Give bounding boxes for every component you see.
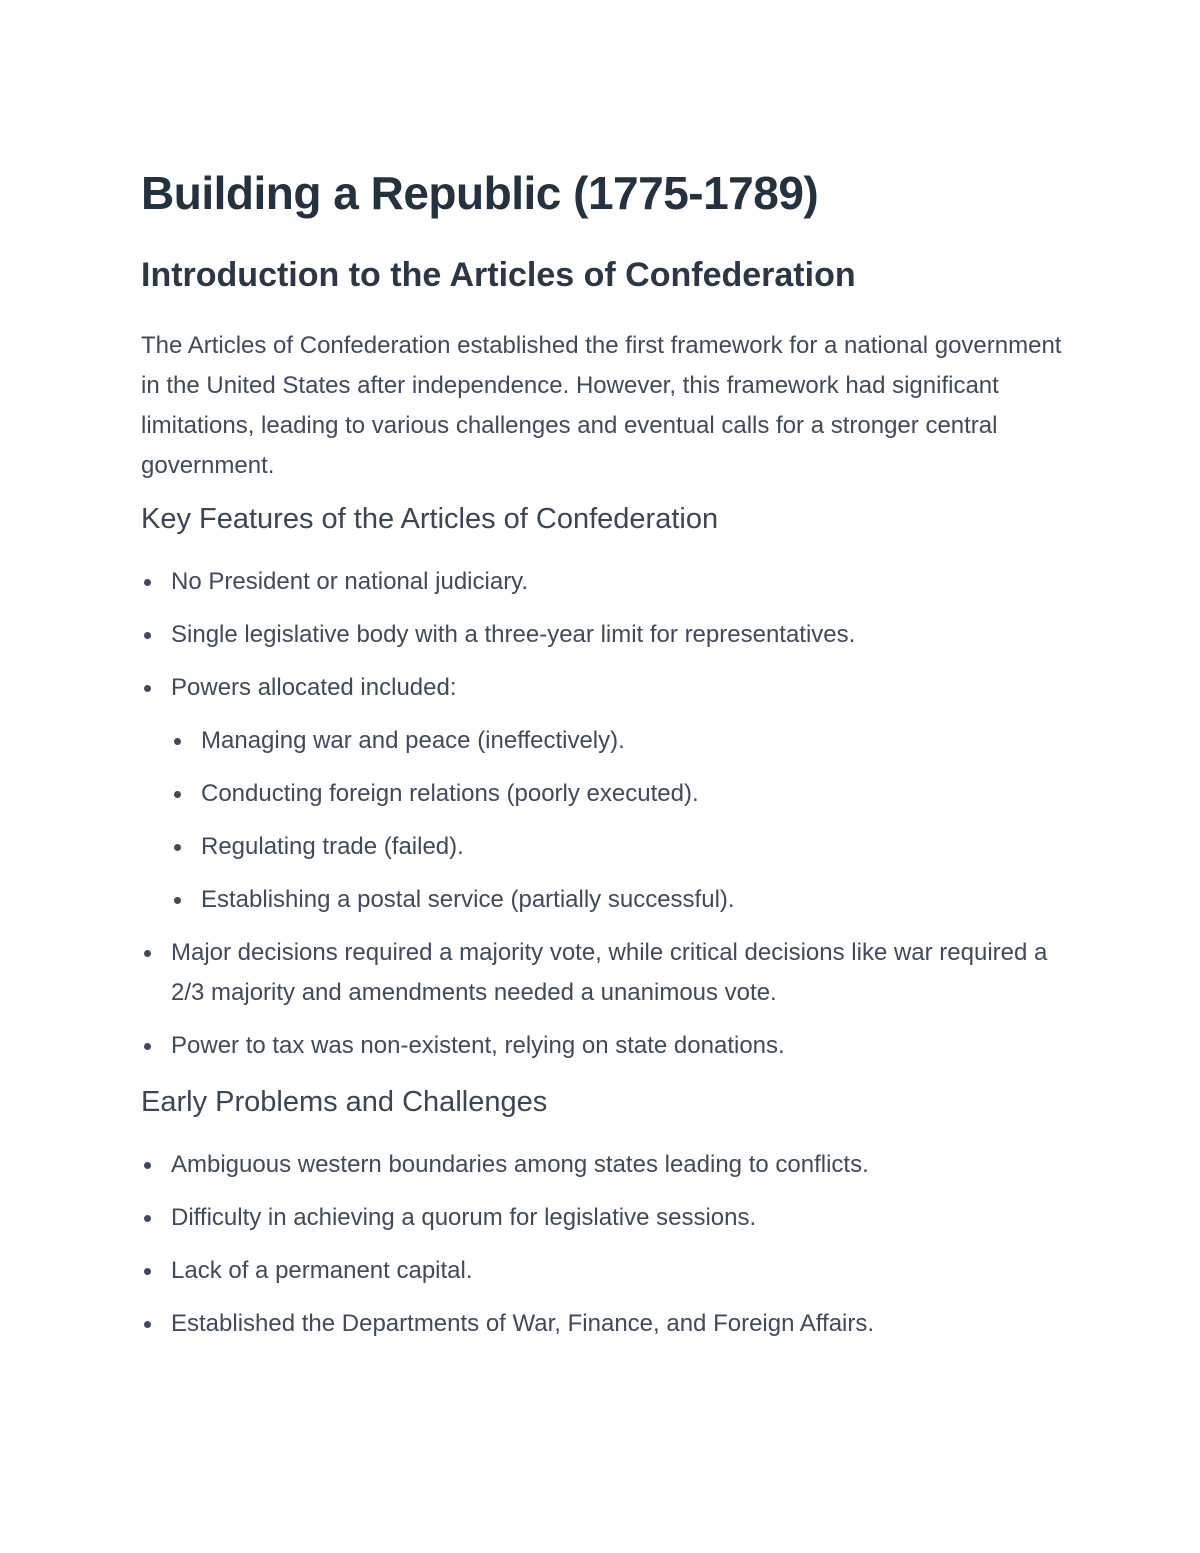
list-item-text: Single legislative body with a three-year limit for representatives. <box>171 621 856 648</box>
sub-list-item <box>141 827 1066 867</box>
document-title: Building a Republic (1775-1789) <box>141 167 819 219</box>
list-item <box>141 1026 1066 1066</box>
bullet-icon <box>144 1268 151 1275</box>
list-item-text: Established the Departments of War, Finance, and Foreign Affairs. <box>171 1310 875 1337</box>
bullet-icon <box>144 579 151 586</box>
list-item <box>141 1304 1066 1344</box>
bullet-icon <box>144 950 151 957</box>
list-item <box>141 1145 1066 1185</box>
sub-list-item <box>141 880 1066 920</box>
sub-list-item <box>141 721 1066 761</box>
bullet-icon <box>174 738 181 745</box>
list-item <box>141 562 1066 602</box>
list-item <box>141 1251 1066 1291</box>
list-item-text: Ambiguous western boundaries among states leading to conflicts. <box>171 1151 869 1178</box>
list-item <box>141 933 1066 1013</box>
list-item-text: Regulating trade (failed). <box>201 833 464 860</box>
early-problems-list <box>141 1145 1066 1357</box>
list-item-text: Managing war and peace (ineffectively). <box>201 727 625 754</box>
bullet-icon <box>174 897 181 904</box>
list-item <box>141 668 1066 708</box>
sub-list-item <box>141 774 1066 814</box>
key-features-list <box>141 562 1066 1079</box>
list-item-text: Powers allocated included: <box>171 674 457 701</box>
section-title: Introduction to the Articles of Confederation <box>141 256 856 294</box>
bullet-icon <box>174 844 181 851</box>
list-item-text: Conducting foreign relations (poorly executed). <box>201 780 699 807</box>
intro-paragraph: The Articles of Confederation established the first framework for a national government in the United States after independence. However, this framework had significant limitations, leading to various challenges and eventual calls for a stronger central government. <box>141 332 1062 479</box>
early-problems-heading: Early Problems and Challenges <box>141 1086 548 1118</box>
key-features-heading: Key Features of the Articles of Confederation <box>141 503 719 535</box>
list-item <box>141 615 1066 655</box>
bullet-icon <box>144 685 151 692</box>
bullet-icon <box>144 1043 151 1050</box>
bullet-icon <box>144 1215 151 1222</box>
list-item-text: Difficulty in achieving a quorum for legislative sessions. <box>171 1204 757 1231</box>
list-item-text: Lack of a permanent capital. <box>171 1257 473 1284</box>
list-item-text: Major decisions required a majority vote, while critical decisions like war required a 2/3 majority and amendments needed a unanimous vote. <box>171 939 1048 1006</box>
list-item-text: No President or national judiciary. <box>171 568 529 595</box>
bullet-icon <box>174 791 181 798</box>
list-item <box>141 1198 1066 1238</box>
bullet-icon <box>144 632 151 639</box>
bullet-icon <box>144 1162 151 1169</box>
bullet-icon <box>144 1321 151 1328</box>
list-item-text: Power to tax was non-existent, relying on state donations. <box>171 1032 785 1059</box>
list-item-text: Establishing a postal service (partially successful). <box>201 886 735 913</box>
